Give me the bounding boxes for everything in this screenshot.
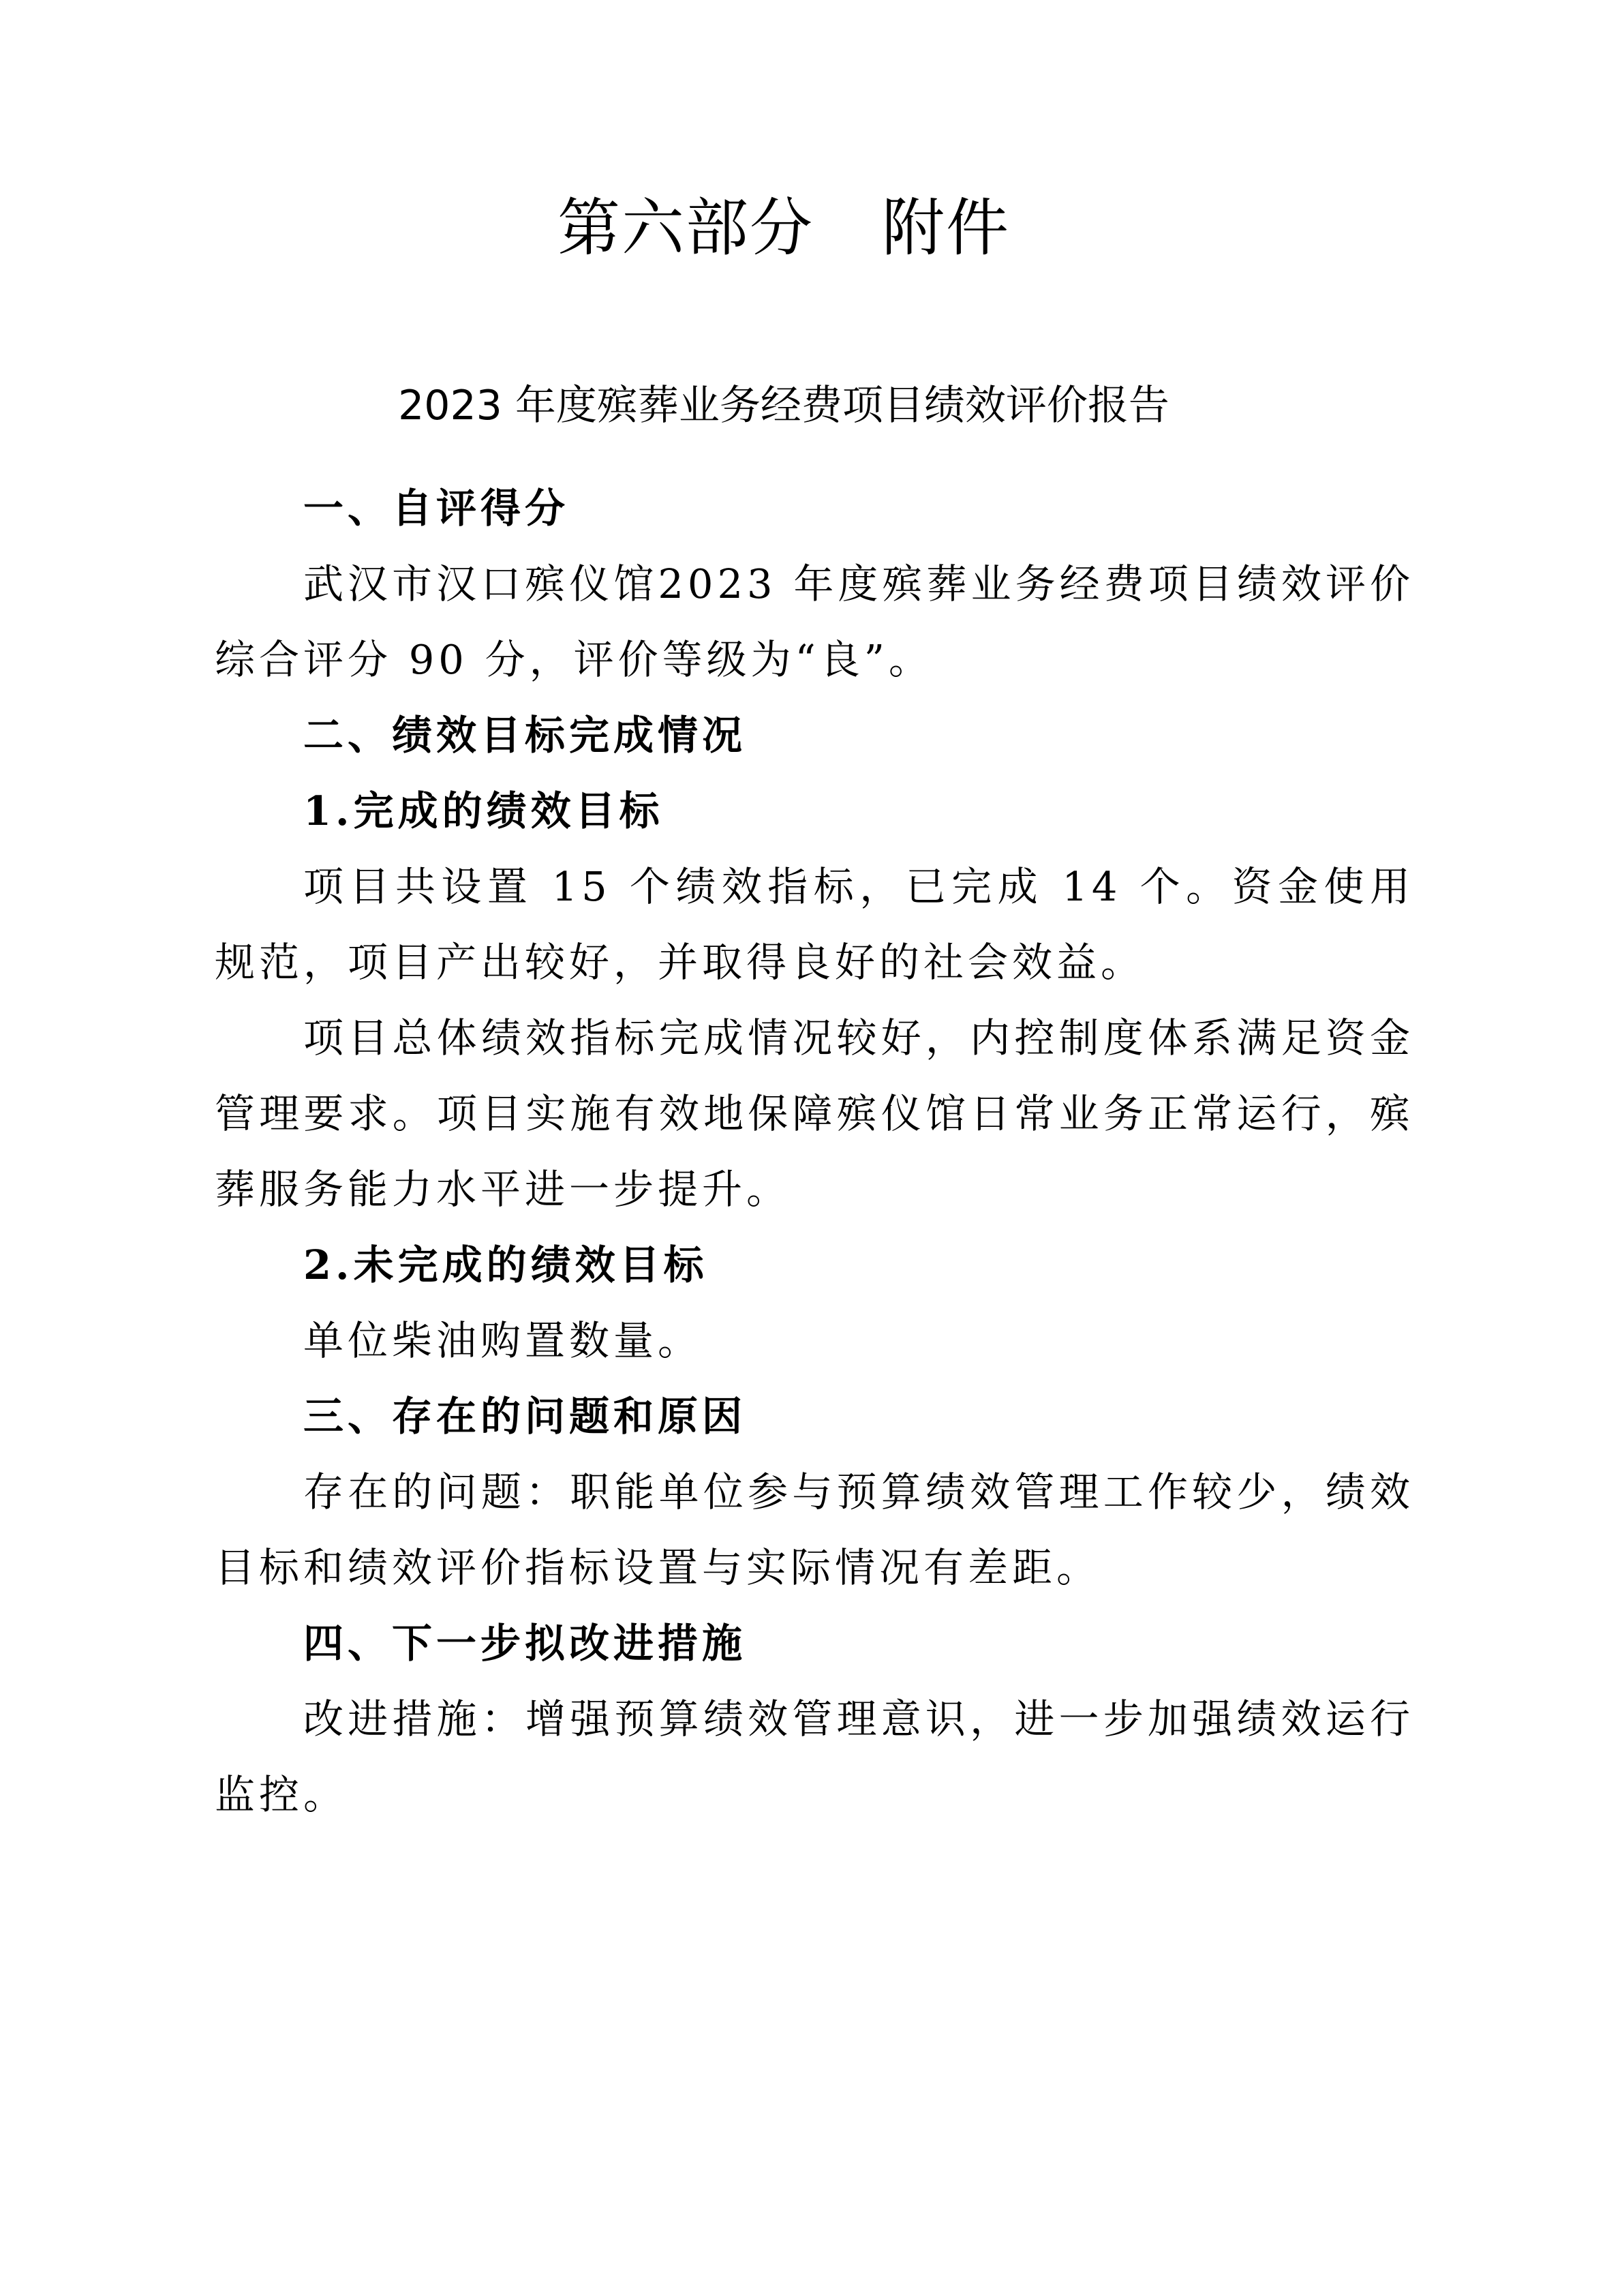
page-title <box>0 191 1567 266</box>
section-heading-improvements: 四、下一步拟改进措施 <box>303 1620 747 1667</box>
section-heading-goals: 二、绩效目标完成情况 <box>303 712 747 759</box>
report-title: 2023 年度殡葬业务经费项目绩效评价报告 <box>398 382 1169 429</box>
section-heading-score: 一、自评得分 <box>303 485 570 532</box>
part-title-name: 附件 <box>882 192 1011 265</box>
section-heading-problems: 三、存在的问题和原因 <box>303 1393 747 1440</box>
paragraph-completed-goals-2: 项目总体绩效指标完成情况较好，内控制度体系满足资金管理要求。项目实施有效地保障殡仪馆日常业务正常运行，殡葬服务能力水平进一步提升。 <box>215 1014 1414 1213</box>
subheading-uncompleted-goals: 2.未完成的绩效目标 <box>303 1241 708 1288</box>
paragraph-improvements: 改进措施：增强预算绩效管理意识，进一步加强绩效运行监控。 <box>215 1695 1414 1818</box>
subheading-completed-goals: 1.完成的绩效目标 <box>303 787 664 834</box>
paragraph-score: 武汉市汉口殡仪馆2023 年度殡葬业务经费项目绩效评价综合评分 90 分，评价等级为“良”。 <box>215 560 1414 683</box>
paragraph-problems: 存在的问题：职能单位参与预算绩效管理工作较少，绩效目标和绩效评价指标设置与实际情况有差距。 <box>215 1468 1414 1591</box>
report-body <box>215 470 1414 1832</box>
paragraph-completed-goals-1: 项目共设置 15 个绩效指标，已完成 14 个。资金使用规范，项目产出较好，并取得良好的社会效益。 <box>215 863 1414 986</box>
paragraph-uncompleted-goals: 单位柴油购置数量。 <box>303 1317 703 1364</box>
part-title-label: 第六部分 <box>557 192 814 265</box>
